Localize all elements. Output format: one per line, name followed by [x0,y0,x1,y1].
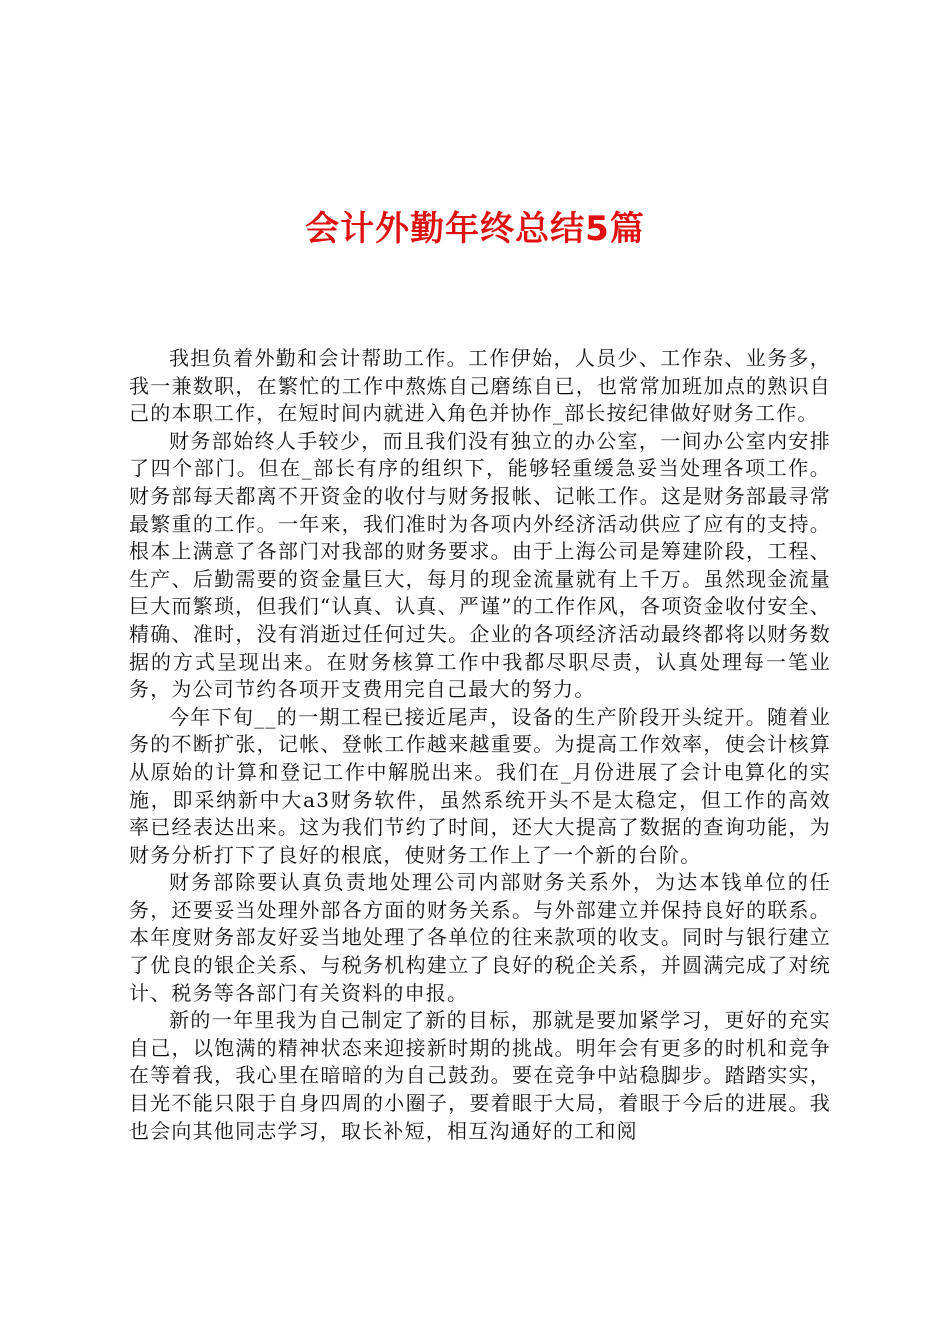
document-title: 会计外勤年终总结5篇 [305,209,645,249]
paragraph-3: 今年下旬__的一期工程已接近尾声，设备的生产阶段开头绽开。随着业务的不断扩张，记帐、登帐工作越来越重要。为提高工作效率，使会计核算从原始的计算和登记工作中解脱出来。我们在_月份进展了会计电算化的实施，即采纳新中大a3财务软件，虽然系统开头不是太稳定，但工作的高效率已经表达出来。这为我们节约了时间，还大大提高了数据的查询功能，为财务分析打下了良好的根底，使财务工作上了一个新的台阶。 [129,704,831,867]
paragraph-4: 财务部除要认真负责地处理公司内部财务关系外，为达本钱单位的任务，还要妥当处理外部各方面的财务关系。与外部建立并保持良好的联系。本年度财务部友好妥当地处理了各单位的往来款项的收支。同时与银行建立了优良的银企关系、与税务机构建立了良好的税企关系，并圆满完成了对统计、税务等各部门有关资料的申报。 [129,870,831,1005]
paragraph-5: 新的一年里我为自己制定了新的目标，那就是要加紧学习，更好的充实自己，以饱满的精神状态来迎接新时期的挑战。明年会有更多的时机和竞争在等着我，我心里在暗暗的为自己鼓劲。要在竞争中站稳脚步。踏踏实实，目光不能只限于自身四周的小圈子，要着眼于大局，着眼于今后的进展。我也会向其他同志学习，取长补短，相互沟通好的工和阅 [129,1008,831,1143]
paragraph-1: 我担负着外勤和会计帮助工作。工作伊始，人员少、工作杂、业务多，我一兼数职，在繁忙的工作中熬炼自己磨练自已，也常常加班加点的熟识自己的本职工作，在短时间内就进入角色并协作_部长按纪律做好财务工作。 [129,346,831,426]
document-body [129,345,831,1145]
paragraph-2: 财务部始终人手较少，而且我们没有独立的办公室，一间办公室内安排了四个部门。但在_部长有序的组织下，能够轻重缓急妥当处理各项工作。财务部每天都离不开资金的收付与财务报帐、记帐工作。这是财务部最寻常最繁重的工作。一年来，我们准时为各项内外经济活动供应了应有的支持。根本上满意了各部门对我部的财务要求。由于上海公司是筹建阶段，工程、生产、后勤需要的资金量巨大，每月的现金流量就有上千万。虽然现金流量巨大而繁琐，但我们“认真、认真、严谨”的工作作风，各项资金收付安全、精确、准时，没有消逝过任何过失。企业的各项经济活动最终都将以财务数据的方式呈现出来。在财务核算工作中我都尽职尽责，认真处理每一笔业务，为公司节约各项开支费用完自己最大的努力。 [129,428,831,702]
